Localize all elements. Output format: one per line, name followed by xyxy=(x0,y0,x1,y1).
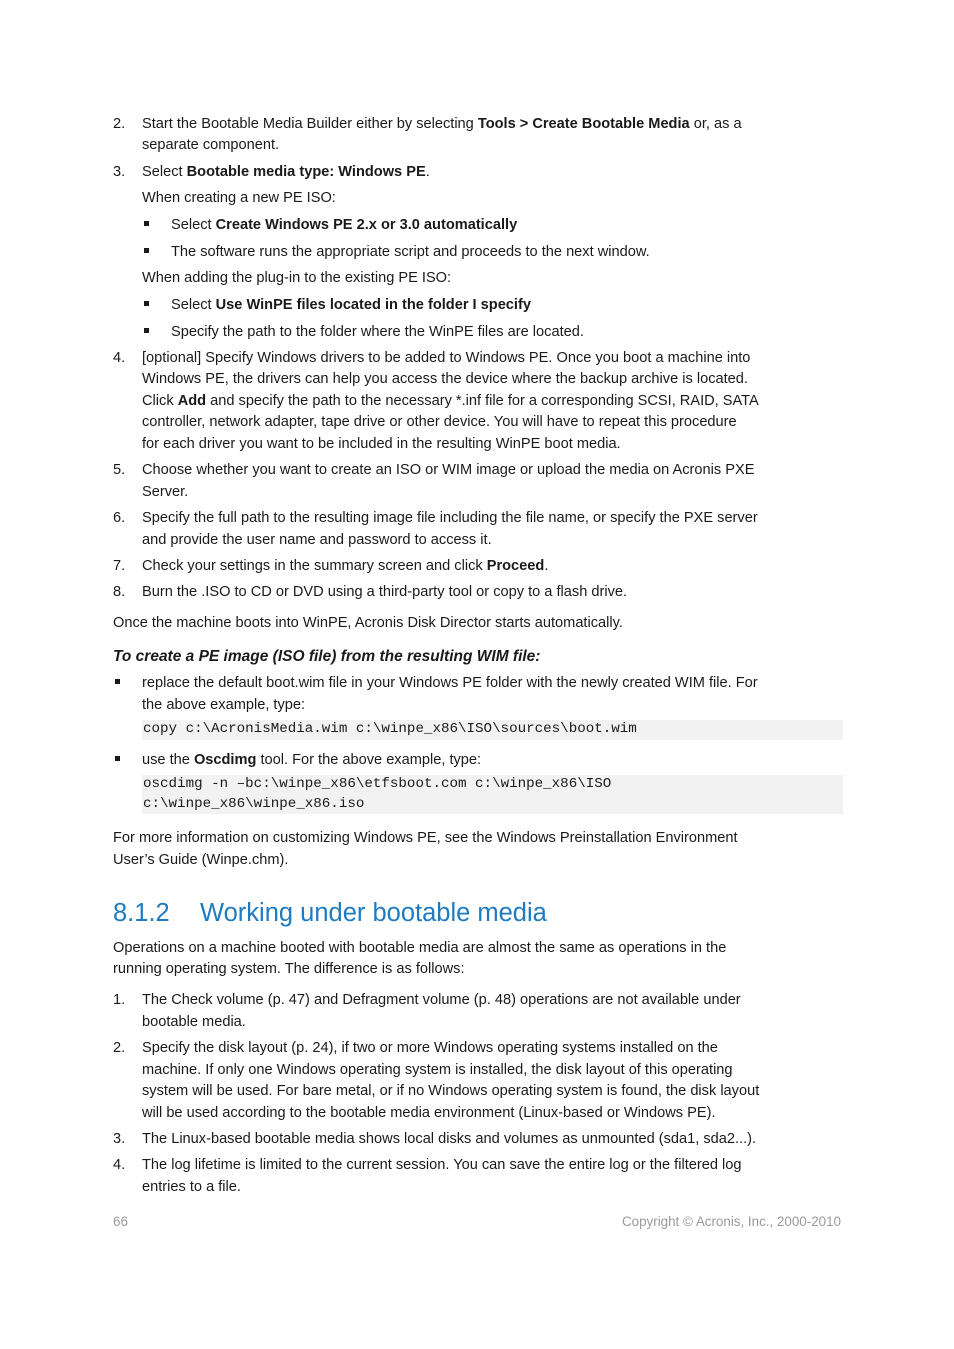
section-title: Working under bootable media xyxy=(200,899,547,927)
step-number: 8. xyxy=(113,584,126,600)
step-line: [optional] Specify Windows drivers to be added to Windows PE. Once you boot a machine into xyxy=(142,350,751,366)
bullet-text: use the Oscdimg tool. For the above example, type: xyxy=(142,752,482,768)
section-intro: Operations on a machine booted with bootable media are almost the same as operations in the xyxy=(113,940,727,956)
step-line: Select Bootable media type: Windows PE. xyxy=(142,164,430,180)
bold-term: Use WinPE files located in the folder I specify xyxy=(215,297,531,313)
after-boot-paragraph: Once the machine boots into WinPE, Acronis Disk Director starts automatically. xyxy=(113,615,623,631)
step-line: for each driver you want to be included in the resulting WinPE boot media. xyxy=(142,436,621,452)
step-line: Burn the .ISO to CD or DVD using a third-party tool or copy to a flash drive. xyxy=(142,584,628,600)
bold-term: Add xyxy=(177,393,207,409)
square-bullet-icon xyxy=(144,328,149,333)
step-line: and provide the user name and password to access it. xyxy=(142,532,492,548)
wim-subheading: To create a PE image (ISO file) from the resulting WIM file: xyxy=(113,648,541,665)
step-line: controller, network adapter, tape drive or other device. You will have to repeat this procedure xyxy=(142,414,737,430)
code-block xyxy=(142,720,843,740)
step-line: entries to a file. xyxy=(142,1179,241,1195)
bold-term: Create Windows PE 2.x or 3.0 automatically xyxy=(215,217,518,233)
code-line: c:\winpe_x86\winpe_x86.iso xyxy=(143,795,365,812)
square-bullet-icon xyxy=(115,756,120,761)
step-line: will be used according to the bootable media environment (Linux-based or Windows PE). xyxy=(142,1105,716,1121)
more-info-paragraph: User’s Guide (Winpe.chm). xyxy=(113,852,289,868)
code-line: oscdimg -n –bc:\winpe_x86\etfsboot.com c:\winpe_x86\ISO xyxy=(143,776,612,792)
step-number: 4. xyxy=(113,350,126,366)
square-bullet-icon xyxy=(144,248,149,253)
step-line: Start the Bootable Media Builder either by selecting Tools > Create Bootable Media or, as a xyxy=(142,116,742,132)
step-line: Check your settings in the summary screen and click Proceed. xyxy=(142,558,549,574)
section-number: 8.1.2 xyxy=(113,899,170,927)
step-number: 5. xyxy=(113,462,126,478)
bullet-text: replace the default boot.wim file in your Windows PE folder with the newly created WIM file. For xyxy=(142,675,758,691)
step-number: 3. xyxy=(113,164,126,180)
step-line: Specify the disk layout (p. 24), if two or more Windows operating systems installed on the xyxy=(142,1040,718,1056)
code-block xyxy=(142,775,843,814)
bullet-text: The software runs the appropriate script and proceeds to the next window. xyxy=(171,244,650,260)
step-number: 2. xyxy=(113,116,126,132)
step-line: The Check volume (p. 47) and Defragment volume (p. 48) operations are not available under xyxy=(142,992,741,1008)
step-line: bootable media. xyxy=(142,1014,246,1030)
square-bullet-icon xyxy=(115,679,120,684)
copyright-notice: Copyright © Acronis, Inc., 2000-2010 xyxy=(621,1214,841,1229)
bold-term: Bootable media type: Windows PE xyxy=(186,164,426,180)
step-line: separate component. xyxy=(142,137,280,153)
square-bullet-icon xyxy=(144,221,149,226)
bullet-text: Select Use WinPE files located in the folder I specify xyxy=(171,297,531,313)
step-line: Specify the full path to the resulting image file including the file name, or specify the PXE server xyxy=(142,510,758,526)
bullet-text: the above example, type: xyxy=(142,697,306,713)
bullet-text: Select Create Windows PE 2.x or 3.0 automatically xyxy=(171,217,518,233)
step-number: 6. xyxy=(113,510,126,526)
bold-term: Proceed xyxy=(486,558,545,574)
step-number: 3. xyxy=(113,1131,126,1147)
more-info-paragraph: For more information on customizing Windows PE, see the Windows Preinstallation Environment xyxy=(113,830,738,846)
page-number: 66 xyxy=(113,1214,128,1229)
existing-iso-intro: When adding the plug-in to the existing PE ISO: xyxy=(142,270,452,286)
step-line: Choose whether you want to create an ISO or WIM image or upload the media on Acronis PXE xyxy=(142,462,755,478)
step-line: system will be used. For bare metal, or if no Windows operating system is found, the disk layout xyxy=(142,1083,760,1099)
step-number: 1. xyxy=(113,992,126,1008)
square-bullet-icon xyxy=(144,301,149,306)
step-line: Click Add and specify the path to the necessary *.inf file for a corresponding SCSI, RAID, SATA xyxy=(142,393,759,409)
section-intro: running operating system. The difference is as follows: xyxy=(113,961,465,977)
step-line: The Linux-based bootable media shows local disks and volumes as unmounted (sda1, sda2...). xyxy=(142,1131,757,1147)
bullet-text: Specify the path to the folder where the WinPE files are located. xyxy=(171,324,584,340)
section-heading xyxy=(113,896,547,930)
step-line: Windows PE, the drivers can help you access the device where the backup archive is located. xyxy=(142,371,748,387)
bold-term: Tools > Create Bootable Media xyxy=(477,116,690,132)
step-line: machine. If only one Windows operating system is installed, the disk layout of this operating xyxy=(142,1062,733,1078)
code-line: copy c:\AcronisMedia.wim c:\winpe_x86\ISO\sources\boot.wim xyxy=(143,721,637,737)
step-number: 7. xyxy=(113,558,126,574)
step-number: 4. xyxy=(113,1157,126,1173)
new-iso-intro: When creating a new PE ISO: xyxy=(142,190,336,206)
bold-term: Oscdimg xyxy=(193,752,257,768)
step-line: The log lifetime is limited to the current session. You can save the entire log or the filtered log xyxy=(142,1157,742,1173)
step-number: 2. xyxy=(113,1040,126,1056)
step-line: Server. xyxy=(142,484,189,500)
